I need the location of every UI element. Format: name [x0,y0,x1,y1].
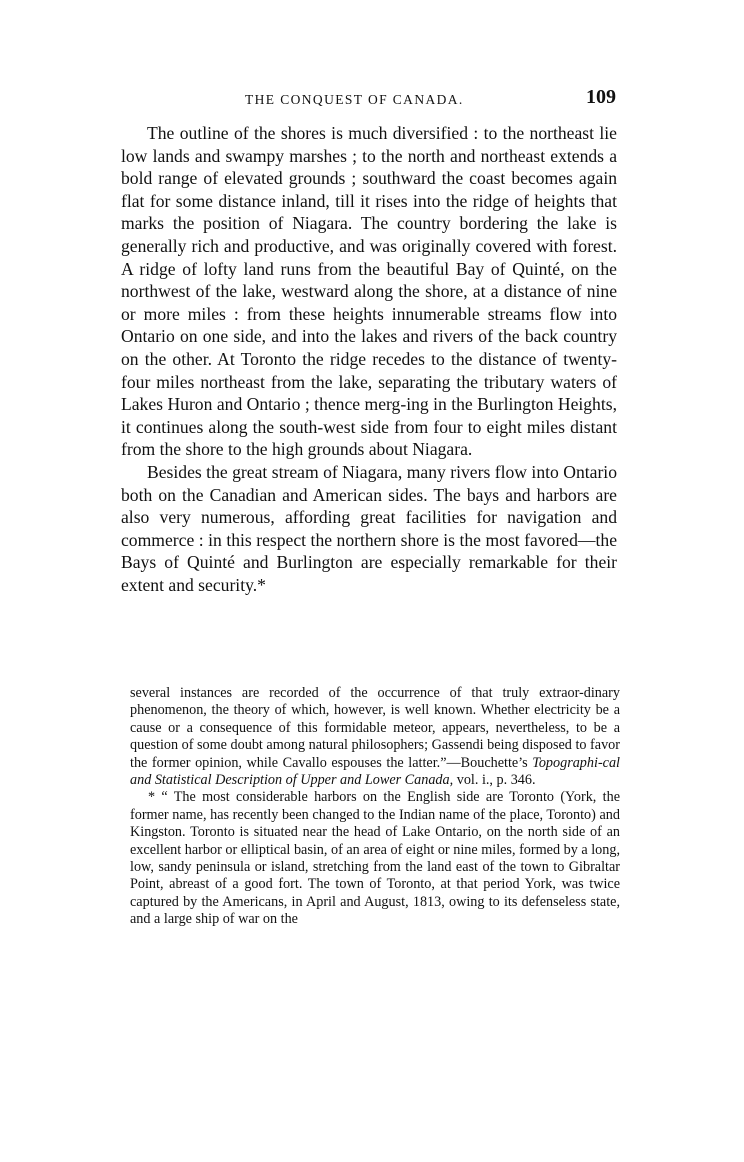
footnote-continued-text: several instances are recorded of the occurrence of that truly extraor-dinary phenomenon, the theory of which, however, is well known. Whether electricity be a cause or a consequence of this formidable meteor, appears, nevertheless, to be a question of some doubt among natural philosophers; Gassendi being disposed to favor the former opinion, while Cavallo espouses the latter.”—Bouchette’s [130,685,620,771]
paragraph-shores: The outline of the shores is much diversified : to the northeast lie low lands and swampy marshes ; to the north and northeast extends a bold range of elevated grounds ; southward the coast becomes again flat for some distance inland, till it rises into the ridge of heights that marks the position of Niagara. The country bordering the lake is generally rich and productive, and was originally covered with forest. A ridge of lofty land runs from the beautiful Bay of Quinté, on the northwest of the lake, westward along the shore, at a distance of nine or more miles : from these heights innumerable streams flow into Ontario on one side, and into the lakes and rivers of the back country on the other. At Toronto the ridge recedes to the distance of twenty-four miles northeast from the lake, separating the tributary waters of Lakes Huron and Ontario ; thence merg-ing in the Burlington Heights, it continues along the south-west side from four to eight miles distant from the shore to the high grounds about Niagara. [121,123,617,460]
paragraph-harbors: Besides the great stream of Niagara, many rivers flow into Ontario both on the Canadian and American sides. The bays and harbors are also very numerous, affording great facilities for navigation and commerce : in this respect the northern shore is the most favored—the Bays of Quinté and Burlington are especially remarkable for their extent and security.* [121,461,617,595]
footnotes [130,685,620,929]
footnote-continued [130,685,620,789]
citation-title: Topographi-cal and Statistical Description of Upper and Lower Canada, [130,754,620,789]
footnote-star: * “ The most considerable harbors on the English side are Toronto (York, the former name, has recently been changed to the Indian name of the place, Toronto) and Kingston. Toronto is situated near the head of Lake Ontario, on the north side of an excellent harbor or elliptical basin, of an area of eight or nine miles, formed by a long, low, sandy peninsula or island, stretching from the land east of the town to Gibraltar Point, abreast of a good fort. The town of Toronto, at that period York, was twice captured by the Americans, in April and August, 1813, owing to its defenseless state, and a large ship of war on the [130,789,620,928]
body-text [121,122,617,596]
running-title: THE CONQUEST OF CANADA. [245,92,464,107]
page-number: 109 [586,86,616,108]
page-header [118,86,618,116]
citation-reference: vol. i., p. 346. [453,772,536,789]
